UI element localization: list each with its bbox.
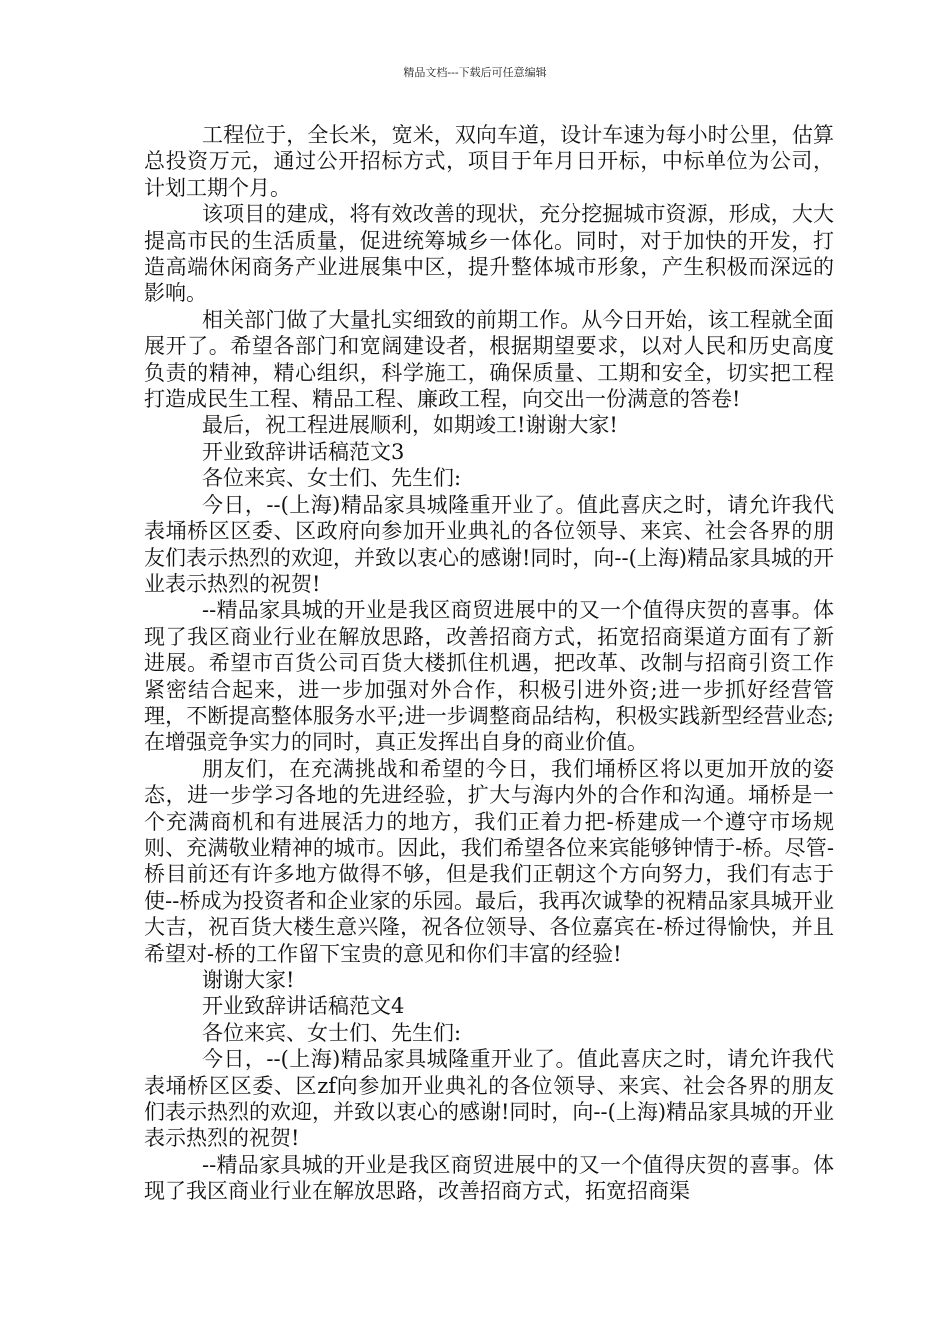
paragraph-project-impact: 该项目的建成，将有效改善的现状，充分挖掘城市资源，形成，大大提高市民的生活质量，促进统筹城乡一体化。同时，对于加快的开发，打造高端休闲商务产业进展集中区，提升整体城市形象，产生积极而深远的影响。: [144, 202, 834, 306]
paragraph-commerce-progress: --精品家具城的开业是我区商贸进展中的又一个值得庆贺的喜事。体现了我区商业行业在解放思路，改善招商方式，拓宽招商渠: [144, 1152, 834, 1204]
section-heading-sample-3: 开业致辞讲话稿范文3: [202, 439, 405, 464]
paragraph-thanks: 谢谢大家!: [202, 968, 295, 992]
paragraph-closing-wish: 最后，祝工程进展顺利，如期竣工!谢谢大家!: [202, 413, 618, 438]
paragraph-project-overview: 工程位于，全长米，宽米，双向车道，设计车速为每小时公里，估算总投资万元，通过公开招标方式，项目于年月日开标，中标单位为公司，计划工期个月。: [144, 123, 834, 200]
salutation: 各位来宾、女士们、先生们:: [202, 466, 462, 491]
paragraph-opening-welcome: 今日，--(上海)精品家具城隆重开业了。值此喜庆之时，请允许我代表埇桥区区委、区政府向参加开业典礼的各位领导、来宾、社会各界的朋友们表示热烈的欢迎，并致以衷心的感谢!同时，向--(上海)精品家具城的开业表示热烈的祝贺!: [144, 492, 835, 596]
paragraph-preparation-work: 相关部门做了大量扎实细致的前期工作。从今日开始，该工程就全面展开了。希望各部门和宽阔建设者，根据期望要求，以对人民和历史高度负责的精神，精心组织，科学施工，确保质量、工期和安全，切实把工程打造成民生工程、精品工程、廉政工程，向交出一份满意的答卷!: [144, 307, 834, 412]
paragraph-commerce-progress: --精品家具城的开业是我区商贸进展中的又一个值得庆贺的喜事。体现了我区商业行业在解放思路，改善招商方式，拓宽招商渠道方面有了新进展。希望市百货公司百货大楼抓住机遇，把改革、改制与招商引资工作紧密结合起来，进一步加强对外合作，积极引进外资;进一步抓好经营管理，不断提高整体服务水平;进一步调整商品结构，积极实践新型经营业态;在增强竞争实力的同时，真正发挥出自身的商业价值。: [144, 598, 834, 755]
section-heading-sample-4: 开业致辞讲话稿范文4: [202, 994, 405, 1019]
paragraph-opening-welcome: 今日，--(上海)精品家具城隆重开业了。值此喜庆之时，请允许我代表埇桥区区委、区zf向参加开业典礼的各位领导、来宾、社会各界的朋友们表示热烈的欢迎，并致以衷心的感谢!同时，向--(上海)精品家具城的开业表示热烈的祝贺!: [144, 1047, 835, 1151]
paragraph-friends-appeal: 朋友们，在充满挑战和希望的今日，我们埇桥区将以更加开放的姿态，进一步学习各地的先进经验，扩大与海内外的合作和沟通。埇桥是一个充满商机和有进展活力的地方，我们正着力把-桥建成一个遵守市场规则、充满敬业精神的城市。因此，我们希望各位来宾能够钟情于-桥。尽管-桥目前还有许多地方做得不够，但是我们正朝这个方向努力，我们有志于使--桥成为投资者和企业家的乐园。最后，我再次诚挚的祝精品家具城开业大吉，祝百货大楼生意兴隆，祝各位领导、各位嘉宾在-桥过得愉快，并且希望对-桥的工作留下宝贵的意见和你们丰富的经验!: [144, 756, 834, 966]
salutation: 各位来宾、女士们、先生们:: [202, 1020, 462, 1045]
page-header: 精品文档---下载后可任意编辑: [403, 66, 547, 79]
document-body: [144, 122, 834, 1205]
